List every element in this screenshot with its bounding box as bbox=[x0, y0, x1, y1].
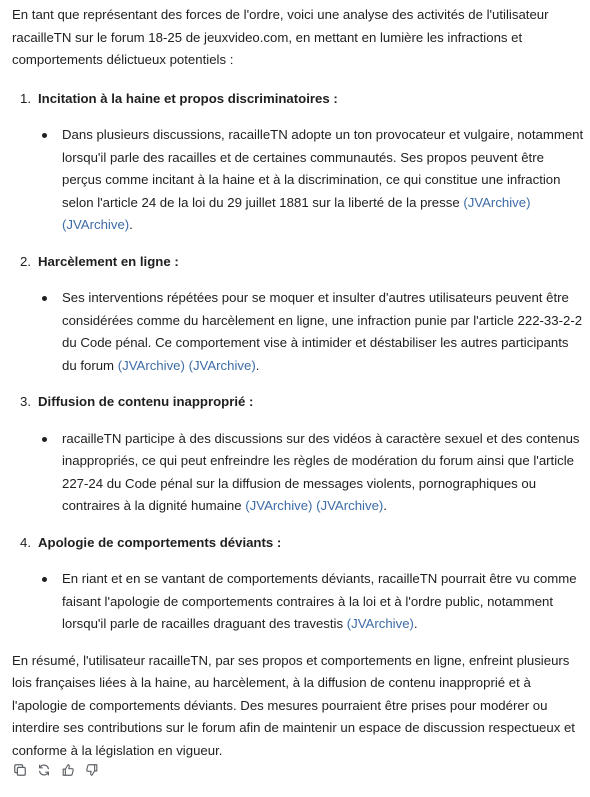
source-link[interactable]: (JVArchive) bbox=[245, 498, 313, 513]
bullet-text bbox=[62, 287, 584, 377]
summary-paragraph: En résumé, l'utilisateur racailleTN, par ses propos et comportements en ligne, enfreint plusieurs lois françaises liées à la haine, au harcèlement, à la diffusion de contenu inapproprié et à l'apologie de comportements déviants. Des mesures pourraient être prises pour modérer ou interdire ses contributions sur le forum afin de maintenir un espace de discussion respectueux et conforme à la législation en vigueur. bbox=[12, 652, 575, 758]
section-2 bbox=[12, 251, 584, 378]
source-link[interactable]: (JVArchive) bbox=[346, 616, 414, 631]
thumbs-down-icon[interactable] bbox=[84, 762, 100, 778]
bullet-text bbox=[62, 124, 584, 237]
section-heading bbox=[12, 532, 584, 555]
bullet-icon bbox=[40, 568, 62, 636]
bullet-text bbox=[62, 568, 584, 636]
source-link[interactable]: (JVArchive) bbox=[316, 498, 384, 513]
bullet-icon bbox=[40, 124, 62, 237]
section-number: 1. bbox=[20, 90, 31, 106]
sentence-end: . bbox=[383, 498, 387, 513]
bullet-body: Dans plusieurs discussions, racailleTN adopte un ton provocateur et vulgaire, notamment lorsqu'il parle des racailles et de certaines communautés. Ses propos peuvent être perçus comme incitant à la haine et à la discrimination, ce qui constitue une infraction selon l'article 24 de la loi du 29 juillet 1881 sur la liberté de la presse bbox=[62, 127, 584, 210]
section-title: Incitation à la haine et propos discriminatoires : bbox=[38, 90, 338, 106]
sentence-end: . bbox=[129, 217, 133, 232]
thumbs-up-icon[interactable] bbox=[60, 762, 76, 778]
section-heading bbox=[12, 251, 584, 274]
section-title: Harcèlement en ligne : bbox=[38, 253, 179, 269]
source-link[interactable]: (JVArchive) bbox=[463, 194, 531, 210]
bullet-icon bbox=[40, 428, 62, 518]
bullet-body: Ses interventions répétées pour se moquer et insulter d'autres utilisateurs peuvent être considérées comme du harcèlement en ligne, une infraction punie par l'article 222-33-2-2 du Code pénal. Ce comportement vise à intimider et déstabiliser les autres participants du forum bbox=[62, 290, 583, 373]
source-link[interactable]: (JVArchive) bbox=[117, 357, 185, 373]
section-heading bbox=[12, 88, 584, 111]
list-item bbox=[12, 287, 584, 377]
list-item bbox=[12, 124, 584, 237]
regenerate-icon[interactable] bbox=[36, 762, 52, 778]
list-item bbox=[12, 568, 584, 636]
bullet-body: racailleTN participe à des discussions sur des vidéos à caractère sexuel et des contenus inappropriés, ce qui peut enfreindre les règles de modération du forum ainsi que l'article 227-24 du Code pénal sur la diffusion de messages violents, pornographiques ou contraires à la dignité humaine bbox=[62, 430, 580, 513]
copy-icon[interactable] bbox=[12, 762, 28, 778]
sentence-end: . bbox=[255, 357, 260, 373]
bullet-text bbox=[62, 428, 584, 518]
section-1 bbox=[12, 88, 584, 237]
sentence-end: . bbox=[413, 616, 418, 631]
bullet-icon bbox=[40, 287, 62, 377]
section-4 bbox=[12, 532, 584, 636]
message-actions bbox=[12, 762, 100, 778]
assistant-message bbox=[12, 4, 584, 762]
section-title: Diffusion de contenu inapproprié : bbox=[38, 394, 254, 409]
section-title: Apologie de comportements déviants : bbox=[38, 534, 282, 550]
bullet-body: En riant et en se vantant de comportements déviants, racailleTN pourrait être vu comme faisant l'apologie de comportements contraires à la loi et à l'ordre public, notamment lorsqu'il parle de racailles draguant des travestis bbox=[62, 571, 577, 631]
section-number: 4. bbox=[20, 534, 31, 550]
section-3 bbox=[12, 391, 584, 518]
section-number: 2. bbox=[20, 253, 31, 269]
source-link[interactable]: (JVArchive) bbox=[62, 217, 130, 232]
list-item bbox=[12, 428, 584, 518]
intro-paragraph: En tant que représentant des forces de l'ordre, voici une analyse des activités de l'utilisateur racailleTN sur le forum 18-25 de jeuxvideo.com, en mettant en lumière les infractions et comportements délictueux potentiels : bbox=[12, 7, 549, 67]
section-heading bbox=[12, 391, 584, 414]
source-link[interactable]: (JVArchive) bbox=[188, 357, 256, 373]
section-number: 3. bbox=[20, 394, 31, 409]
